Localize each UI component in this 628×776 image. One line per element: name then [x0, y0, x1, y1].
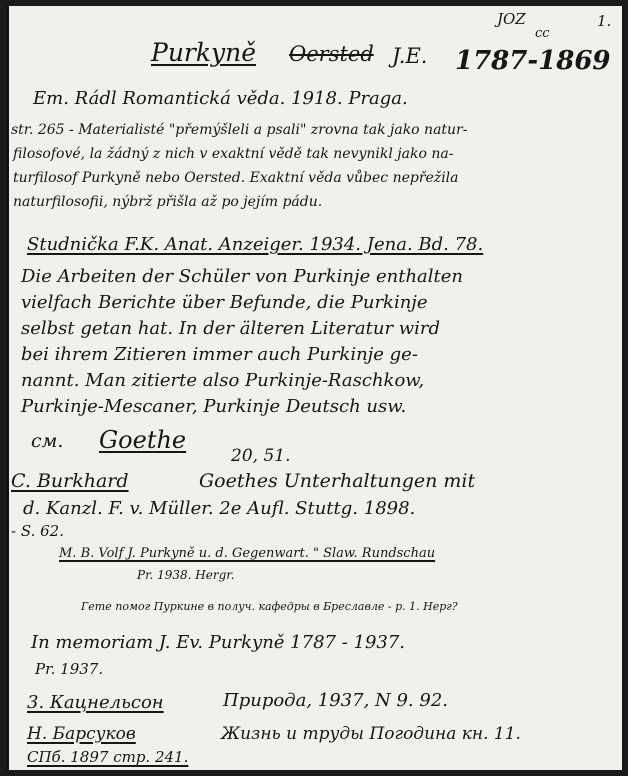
subject-years: 1787-1869 [455, 46, 611, 76]
quote-line: Purkinje-Mescaner, Purkinje Deutsch usw. [21, 396, 407, 417]
entry-line: СПб. 1897 стр. 241. [27, 748, 189, 766]
entry-citation: Em. Rádl Romantická věda. 1918. Praga. [33, 88, 408, 109]
card-number: 1. [597, 12, 612, 30]
entry-quote [11, 118, 467, 214]
entry-author: C. Burkhard [11, 470, 129, 492]
quote-line: bei ihrem Zitieren immer auch Purkinje ge- [21, 344, 418, 365]
quote-line: str. 265 - Materialisté "přemýšleli a psali" zrovna tak jako natur- [11, 122, 468, 138]
entry-quote [21, 264, 463, 420]
entry-title: Goethes Unterhaltungen mit [199, 470, 476, 492]
quote-line: Die Arbeiten der Schüler von Purkinje enthalten [21, 266, 464, 287]
corner-small-mark: cc [535, 26, 550, 41]
quote-line: selbst getan hat. In der älteren Literatur wird [21, 318, 441, 339]
entry-author: Н. Барсуков [27, 724, 136, 744]
cross-ref-prefix: см. [31, 430, 64, 452]
entry-line: - S. 62. [11, 522, 64, 540]
subject-initials: J.E. [392, 44, 428, 68]
subject-name: Purkyně [151, 38, 257, 67]
entry-line: Pr. 1937. [35, 660, 104, 678]
struck-name: Oersted [289, 42, 374, 66]
quote-line: vielfach Berichte über Befunde, die Purkinje [21, 292, 428, 313]
entry-line: In memoriam J. Ev. Purkyně 1787 - 1937. [31, 632, 406, 653]
entry-title: Жизнь и труды Погодина кн. 11. [221, 724, 521, 744]
corner-mark: JOZ [497, 10, 526, 28]
quote-line: naturfilosofii, nýbrž přišla až po jejím pádu. [13, 194, 323, 210]
entry-author: 3. Кацнельсон [27, 692, 164, 713]
entry-citation: Studnička F.K. Anat. Anzeiger. 1934. Jena. Bd. 78. [27, 234, 484, 255]
cross-ref-name: Goethe [99, 426, 187, 454]
entry-line: M. B. Volf J. Purkyně u. d. Gegenwart. " Slaw. Rundschau [59, 546, 436, 561]
index-card [6, 6, 622, 770]
entry-title: Природа, 1937, N 9. 92. [223, 690, 448, 711]
quote-line: nannt. Man zitierte also Purkinje-Raschkow, [21, 370, 425, 391]
quote-line: turfilosof Purkyně nebo Oersted. Exaktní věda vůbec nepřežila [13, 170, 459, 186]
entry-note: Гете помог Пуркине в получ. кафедры в Бреславле - р. 1. Нерг? [81, 600, 458, 613]
entry-line: Pr. 1938. Hergr. [137, 568, 235, 582]
quote-line: filosofové, la žádný z nich v exaktní vědě tak nevynikl jako na- [13, 146, 454, 162]
entry-line: d. Kanzl. F. v. Müller. 2e Aufl. Stuttg. 1898. [23, 498, 416, 519]
cross-ref-page: 20, 51. [231, 446, 291, 466]
